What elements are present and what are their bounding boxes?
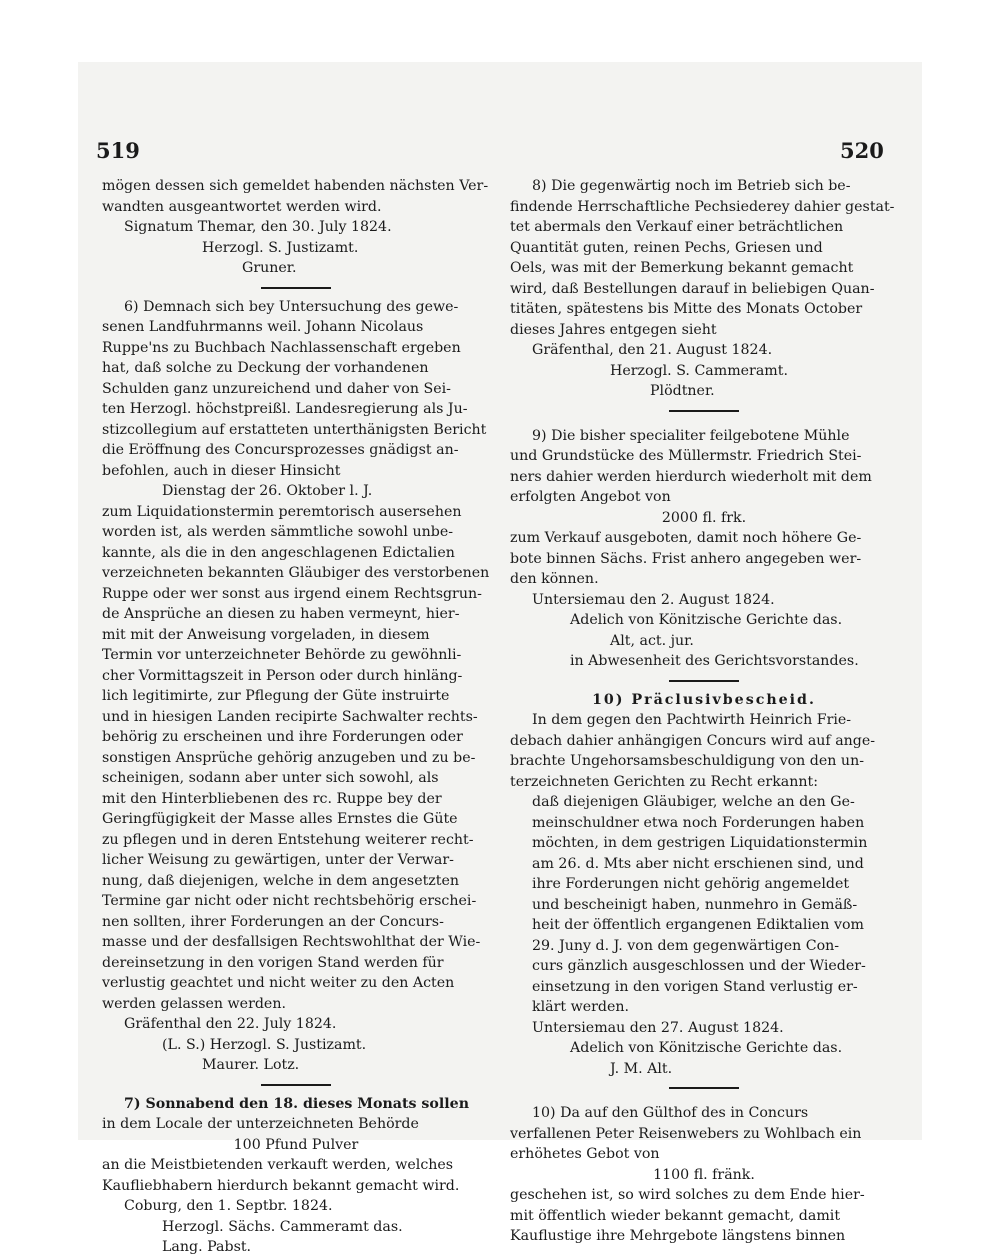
text-line: In dem gegen den Pachtwirth Heinrich Frie-	[532, 712, 852, 728]
text-line: findende Herrschaftliche Pechsiederey dahier gestat-	[510, 198, 895, 215]
text-line: 2000 fl. frk.	[661, 509, 747, 526]
text-line: und bescheinigt haben, nunmehro in Gemäß-	[532, 896, 858, 913]
text-line: heit der öffentlich ergangenen Ediktalien vom	[532, 917, 864, 933]
text-line: behörig zu erscheinen und ihre Forderungen oder	[102, 729, 463, 745]
text-line: sonstigen Ansprüche gehörig anzugeben und zu be-	[102, 749, 476, 766]
text-line: nung, daß diejenigen, welche in dem angesetzten	[102, 872, 460, 889]
signature-line: (L. S.) Herzogl. S. Justizamt.	[162, 1036, 367, 1053]
text-line: zu pflegen und in deren Entstehung weiterer recht-	[102, 831, 474, 848]
text-line: ten Herzogl. höchstpreißl. Landesregierung als Ju-	[102, 401, 468, 417]
text-line: ners dahier werden hierdurch wiederholt mit dem	[510, 468, 872, 485]
page-number-right: 520	[840, 138, 884, 163]
text-line: Ruppe oder wer sonst aus irgend einem Rechtsgrun-	[102, 585, 482, 602]
section-divider	[261, 287, 331, 289]
text-line: 7) Sonnabend den 18. dieses Monats sollen	[124, 1095, 470, 1112]
left-column	[102, 176, 490, 1258]
text-line: ihre Forderungen nicht gehörig angemeldet	[532, 876, 850, 892]
text-line: erfolgten Angebot von	[510, 489, 671, 505]
text-line: den können.	[510, 571, 599, 587]
text-line: 9) Die bisher specialiter feilgebotene Mühle	[532, 427, 850, 444]
text-line: dereinsetzung in den vorigen Stand werden für	[102, 954, 444, 971]
text-line: Geringfügigkeit der Masse alles Ernstes die Güte	[102, 811, 458, 827]
section-divider	[669, 680, 739, 682]
text-line: Kaufliebhabern hierdurch bekannt gemacht wird.	[102, 1177, 460, 1194]
section-heading: 10) Präclusivbescheid.	[592, 691, 816, 708]
text-line: und Grundstücke des Müllermstr. Friedrich Stei-	[510, 448, 862, 464]
text-line: scheinigen, sodann aber unter sich sowohl, als	[102, 770, 439, 786]
text-line: befohlen, auch in dieser Hinsicht	[102, 462, 341, 479]
signature-line: Herzogl. S. Cammeramt.	[610, 362, 788, 379]
text-line: Signatum Themar, den 30. July 1824.	[124, 219, 392, 235]
signature-name: Gruner.	[242, 260, 297, 276]
text-line: einsetzung in den vorigen Stand verlustig er-	[532, 978, 858, 995]
text-line: senen Landfuhrmanns weil. Johann Nicolaus	[102, 319, 424, 335]
text-line: worden ist, als werden sämmtliche sowohl unbe-	[102, 524, 454, 540]
text-line: erhöhetes Gebot von	[510, 1146, 660, 1162]
text-line: Gräfenthal, den 21. August 1824.	[532, 342, 773, 358]
signature-line: Adelich von Könitzische Gerichte das.	[570, 612, 843, 628]
signature-line: in Abwesenheit des Gerichtsvorstandes.	[570, 653, 859, 669]
text-line: bote binnen Sächs. Frist anhero angegeben wer-	[510, 550, 862, 567]
text-line: nen sollten, ihrer Forderungen an der Concurs-	[102, 913, 444, 930]
signature-name: Maurer. Lotz.	[202, 1057, 300, 1073]
signature-name: Lang. Pabst.	[162, 1239, 252, 1255]
text-line: masse und der desfallsigen Rechtswohlthat der Wie-	[102, 934, 481, 950]
signature-name: Plödtner.	[650, 383, 715, 399]
text-line: mit öffentlich wieder bekannt gemacht, damit	[510, 1207, 841, 1224]
text-line: cher Vormittagszeit in Person oder durch hinläng-	[102, 667, 463, 684]
text-line: 10) Da auf den Gülthof des in Concurs	[532, 1105, 809, 1121]
section-divider	[669, 410, 739, 412]
text-line: in dem Locale der unterzeichneten Behörde	[102, 1116, 419, 1132]
text-line: mit den Hinterbliebenen des rc. Ruppe bey der	[102, 790, 442, 807]
text-line: verlustig geachtet und nicht weiter zu den Acten	[102, 975, 455, 991]
text-line: terzeichneten Gerichten zu Recht erkannt:	[510, 773, 819, 790]
text-line: klärt werden.	[532, 999, 630, 1015]
text-line: wandten ausgeantwortet werden wird.	[102, 198, 382, 215]
text-line: kannte, als die in den angeschlagenen Edictalien	[102, 544, 455, 561]
text-line: tet abermals den Verkauf einer beträchtlichen	[510, 219, 844, 235]
page-number-left: 519	[96, 138, 140, 163]
signature-name: Alt, act. jur.	[610, 632, 694, 649]
date-line: Dienstag der 26. Oktober l. J.	[162, 483, 373, 499]
text-line: 8) Die gegenwärtig noch im Betrieb sich be-	[532, 178, 851, 194]
text-line: licher Weisung zu gewärtigen, unter der Verwar-	[102, 852, 454, 868]
text-line: verzeichneten bekannten Gläubiger des verstorbenen	[102, 565, 490, 581]
signature-line: Adelich von Könitzische Gerichte das.	[570, 1040, 843, 1056]
right-column	[510, 176, 898, 1247]
section-divider	[261, 1084, 331, 1086]
text-line: Termin vor unterzeichneter Behörde zu gewöhnli-	[102, 647, 462, 663]
text-line: 100 Pfund Pulver	[233, 1136, 359, 1153]
text-line: mit mit der Anweisung vorgeladen, in diesem	[102, 626, 430, 643]
text-line: Untersiemau den 27. August 1824.	[532, 1019, 784, 1036]
text-line: meinschuldner etwa noch Forderungen haben	[532, 814, 865, 831]
text-line: zum Liquidationstermin peremtorisch ausersehen	[102, 503, 462, 520]
text-line: 6) Demnach sich bey Untersuchung des gewe-	[124, 298, 459, 315]
text-line: Schulden ganz unzureichend und daher von Sei-	[102, 380, 451, 397]
text-line: möchten, in dem gestrigen Liquidationstermin	[532, 835, 868, 851]
signature-line: Herzogl. S. Justizamt.	[202, 239, 359, 256]
text-line: daß diejenigen Gläubiger, welche an den Ge-	[532, 794, 855, 810]
text-line: titäten, spätestens bis Mitte des Monats October	[510, 301, 863, 317]
text-line: geschehen ist, so wird solches zu dem Ende hier-	[510, 1187, 865, 1203]
text-line: brachte Ungehorsamsbeschuldigung von den un-	[510, 753, 865, 769]
text-line: dieses Jahres entgegen sieht	[510, 321, 717, 338]
text-line: wird, daß Bestellungen darauf in beliebigen Quan-	[510, 280, 875, 297]
text-line: die Eröffnung des Concursprozesses gnädigst an-	[102, 442, 459, 458]
text-line: Ruppe'ns zu Buchbach Nachlassenschaft ergeben	[102, 339, 461, 356]
text-line: und in hiesigen Landen recipirte Sachwalter rechts-	[102, 708, 478, 725]
text-line: 1100 fl. fränk.	[653, 1166, 755, 1183]
text-line: Quantität guten, reinen Pechs, Griesen und	[510, 239, 823, 256]
text-line: Kauflustige ihre Mehrgebote längstens binnen	[510, 1228, 846, 1244]
text-line: verfallenen Peter Reisenwebers zu Wohlbach ein	[510, 1125, 862, 1142]
text-line: hat, daß solche zu Deckung der vorhandenen	[102, 360, 429, 376]
text-line: Coburg, den 1. Septbr. 1824.	[124, 1198, 333, 1214]
text-line: zum Verkauf ausgeboten, damit noch höhere Ge-	[510, 530, 862, 546]
text-line: 29. Juny d. J. von dem gegenwärtigen Con-	[532, 937, 840, 954]
section-divider	[669, 1087, 739, 1089]
text-line: de Ansprüche an diesen zu haben vermeynt, hier-	[102, 606, 460, 622]
text-line: Untersiemau den 2. August 1824.	[532, 591, 775, 608]
signature-name: J. M. Alt.	[610, 1060, 673, 1077]
text-line: debach dahier anhängigen Concurs wird auf ange-	[510, 732, 876, 749]
text-line: Termine gar nicht oder nicht rechtsbehörig erschei-	[102, 893, 477, 909]
text-line: an die Meistbietenden verkauft werden, welches	[102, 1157, 454, 1173]
text-line: Gräfenthal den 22. July 1824.	[124, 1016, 337, 1032]
text-line: werden gelassen werden.	[102, 995, 286, 1012]
text-line: am 26. d. Mts aber nicht erschienen sind, und	[532, 855, 864, 872]
text-line: stizcollegium auf erstatteten unterthänigsten Bericht	[102, 421, 487, 438]
text-line: mögen dessen sich gemeldet habenden nächsten Ver-	[102, 178, 489, 194]
text-line: Oels, was mit der Bemerkung bekannt gemacht	[510, 260, 854, 276]
text-line: curs gänzlich ausgeschlossen und der Wieder-	[532, 958, 866, 974]
text-line: lich legitimirte, zur Pflegung der Güte instruirte	[102, 688, 450, 704]
signature-line: Herzogl. Sächs. Cammeramt das.	[162, 1218, 403, 1235]
